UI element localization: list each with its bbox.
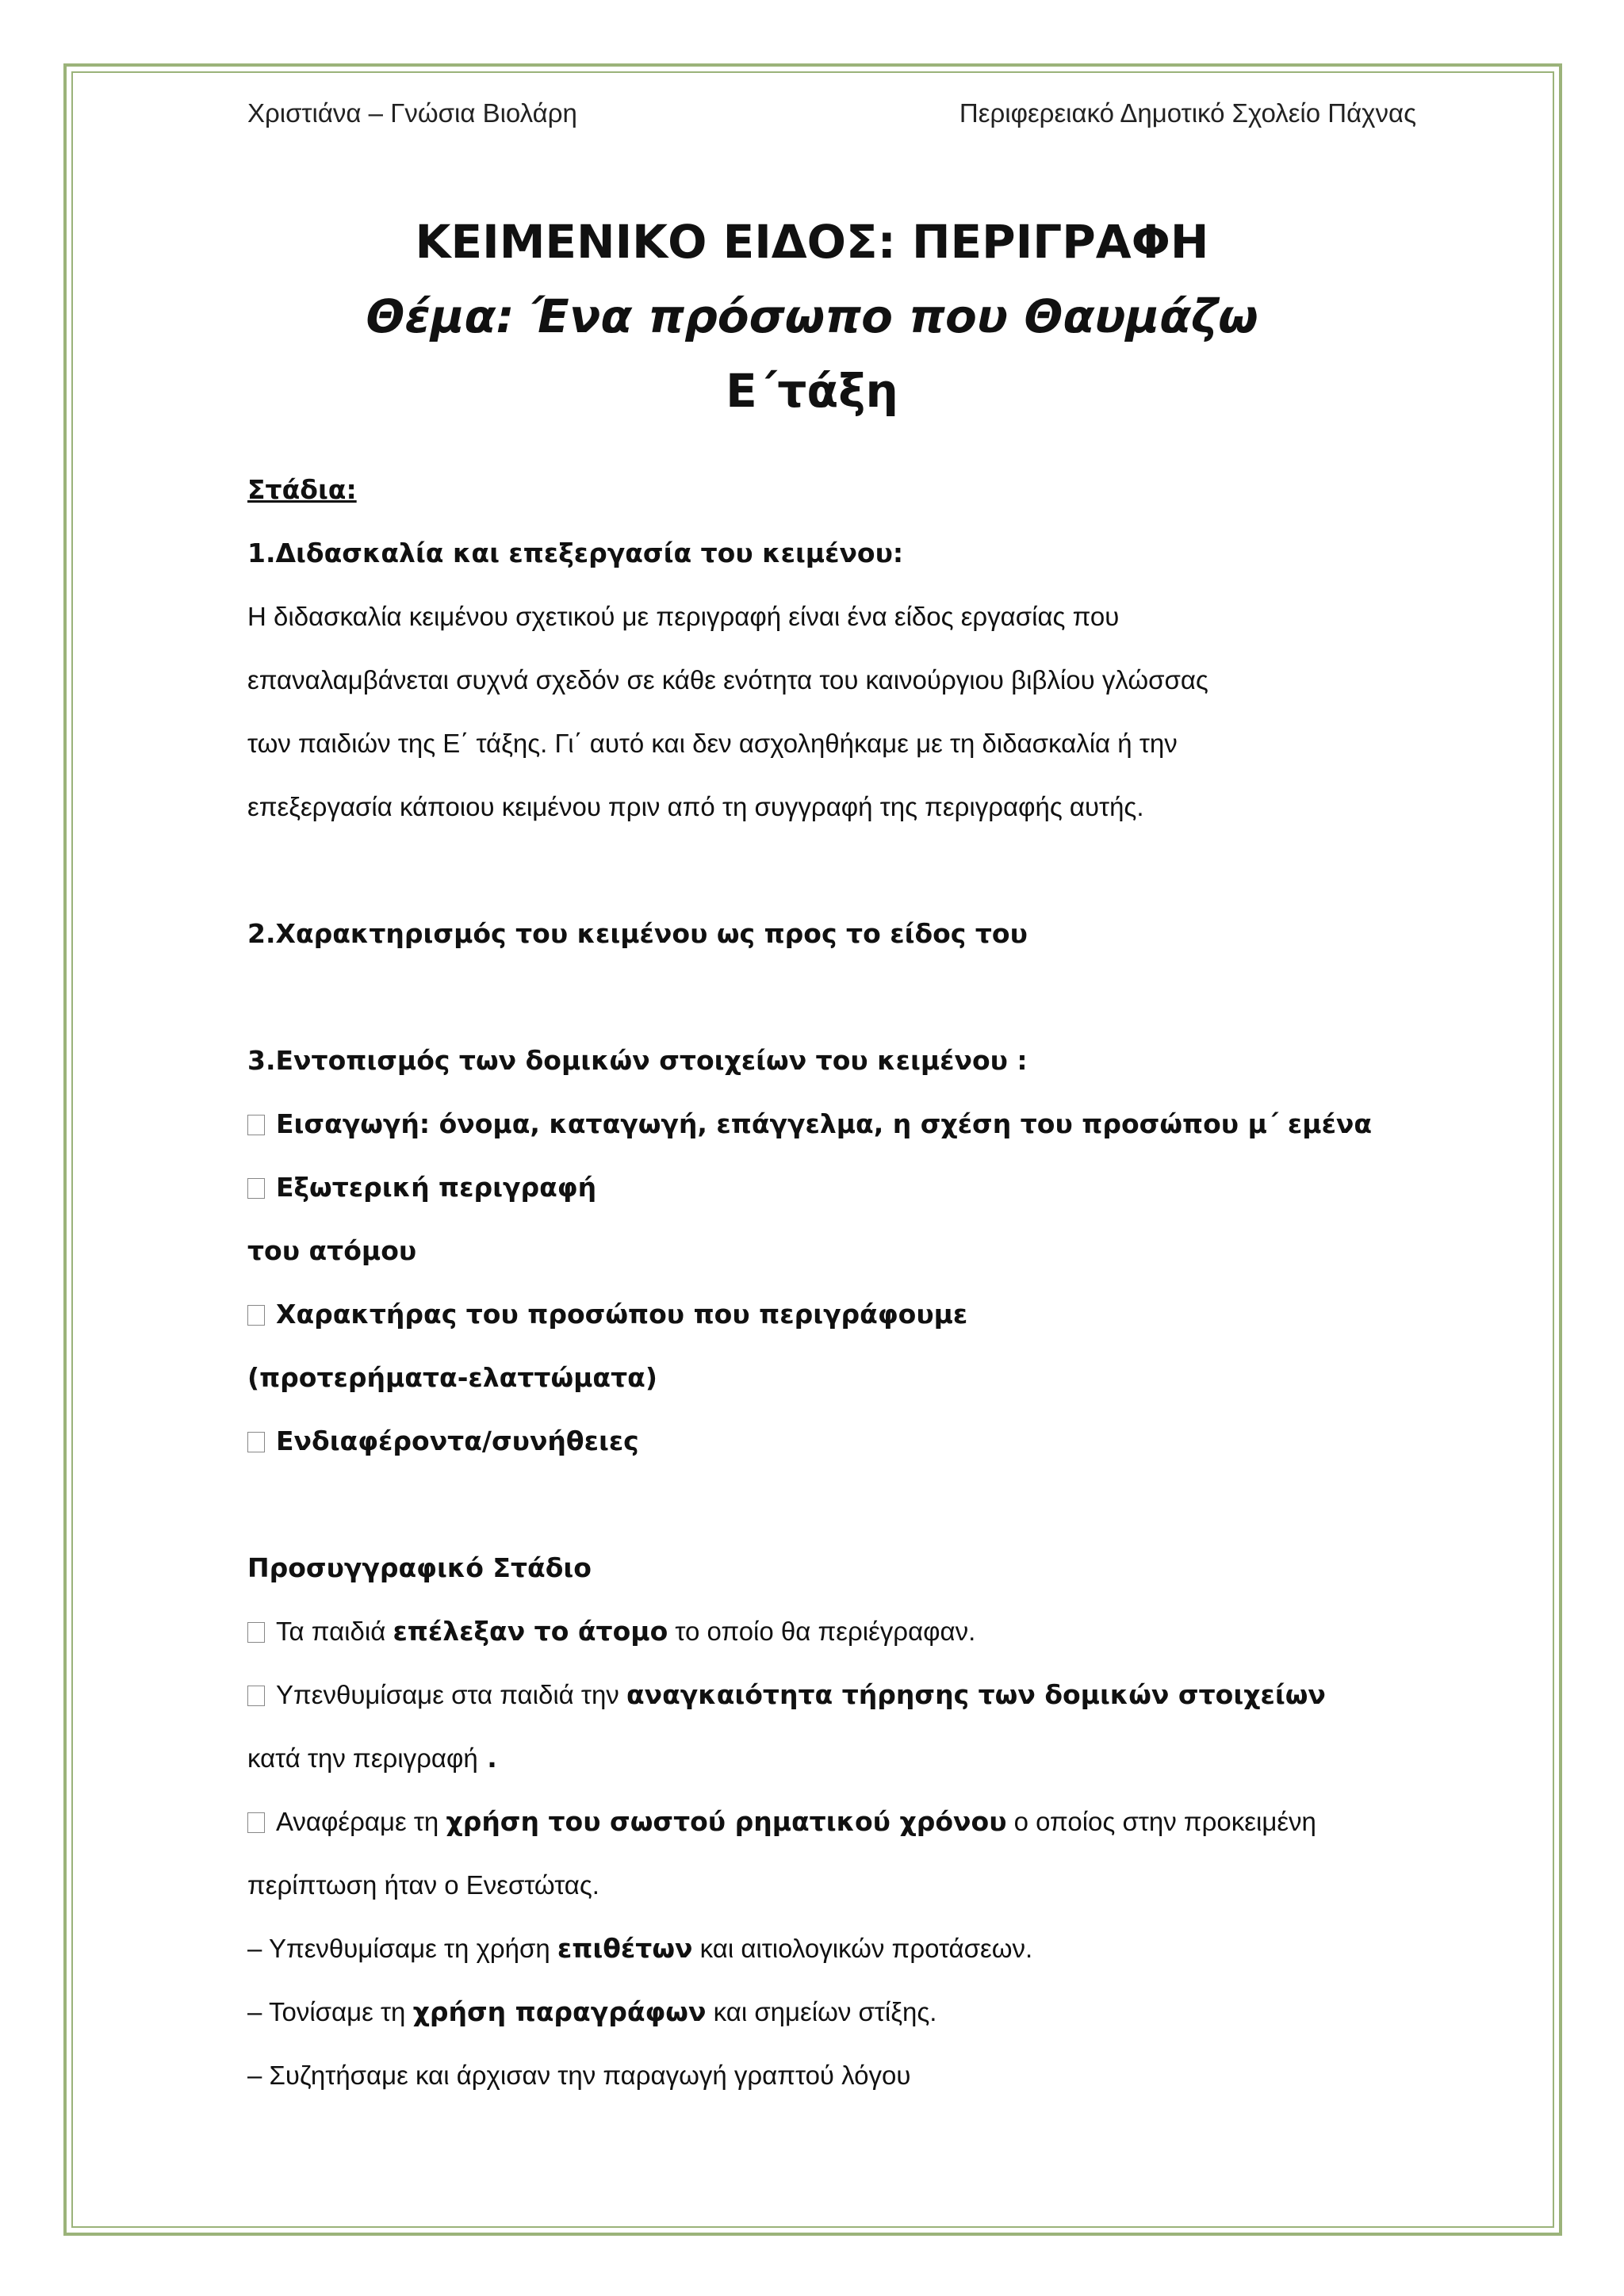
section1-line: επεξεργασία κάποιου κειμένου πριν από τη συγγραφή της περιγραφής αυτής. [247, 792, 1144, 821]
prewriting-item: Υπενθυμίσαμε στα παιδιά την αναγκαιότητα τήρησης των δομικών στοιχείων [247, 1663, 1389, 1727]
title-grade: Ε΄τάξη [726, 364, 898, 418]
section1-heading: 1.Διδασκαλία και επεξεργασία του κειμένου: [247, 538, 904, 568]
section3-heading: 3.Εντοπισμός των δομικών στοιχείων του κειμένου : [247, 1045, 1028, 1076]
prewriting-heading: Προσυγγραφικό Στάδιο [247, 1552, 592, 1583]
structure-item-continuation: (προτερήματα-ελαττώματα) [247, 1362, 657, 1393]
prewriting-item-continuation: κατά την περιγραφή . [247, 1743, 497, 1774]
section1-line: Η διδασκαλία κειμένου σχετικού με περιγραφή είναι ένα είδος εργασίας που [247, 602, 1120, 631]
structure-item [247, 1410, 1389, 1473]
header-author: Χριστιάνα – Γνώσια Βιολάρη [247, 98, 577, 128]
structure-item-text: Ενδιαφέροντα/συνήθειες [276, 1425, 639, 1456]
prewriting-item-continuation: περίπτωση ήταν ο Ενεστώτας. [247, 1870, 599, 1900]
prewriting-dash-item: – Υπενθυμίσαμε τη χρήση επιθέτων και αιτιολογικών προτάσεων. [247, 1933, 1033, 1964]
stages-heading: Στάδια: [247, 474, 357, 505]
bullet-box-icon [247, 1812, 265, 1833]
prewriting-dash-item: – Συζητήσαμε και άρχισαν την παραγωγή γραπτού λόγου [247, 2061, 911, 2090]
section2-heading: 2.Χαρακτηρισμός του κειμένου ως προς το είδος του [247, 918, 1028, 949]
section1-line: επαναλαμβάνεται συχνά σχεδόν σε κάθε ενότητα του καινούργιου βιβλίου γλώσσας [247, 665, 1208, 695]
header-school: Περιφερειακό Δημοτικό Σχολείο Πάχνας [959, 98, 1416, 128]
structure-item-continuation: του ατόμου [247, 1235, 417, 1266]
structure-item [247, 1156, 1389, 1219]
structure-item [247, 1283, 1389, 1346]
title-genre: ΚΕΙΜΕΝΙΚΟ ΕΙΔΟΣ: ΠΕΡΙΓΡΑΦΗ [415, 215, 1209, 269]
document-title [0, 205, 1624, 428]
structure-item-text: Εισαγωγή: όνομα, καταγωγή, επάγγελμα, η σχέση του προσώπου μ΄ εμένα [276, 1108, 1373, 1139]
bullet-box-icon [247, 1305, 265, 1326]
bullet-box-icon [247, 1686, 265, 1706]
bullet-box-icon [247, 1622, 265, 1643]
bullet-box-icon [247, 1178, 265, 1199]
prewriting-dash-item: – Τονίσαμε τη χρήση παραγράφων και σημείων στίξης. [247, 1996, 937, 2027]
structure-item-text: Εξωτερική περιγραφή [276, 1172, 597, 1203]
title-topic: Θέμα: Ένα πρόσωπο που Θαυμάζω [366, 289, 1258, 343]
bullet-box-icon [247, 1432, 265, 1452]
structure-item [247, 1093, 1389, 1156]
prewriting-item: Αναφέραμε τη χρήση του σωστού ρηματικού χρόνου ο οποίος στην προκειμένη [247, 1790, 1389, 1854]
prewriting-item: Τα παιδιά επέλεξαν το άτομο το οποίο θα περιέγραφαν. [247, 1600, 1389, 1663]
document-body [247, 458, 1389, 2107]
structure-item-text: Χαρακτήρας του προσώπου που περιγράφουμε [276, 1299, 968, 1330]
bullet-box-icon [247, 1115, 265, 1135]
section1-line: των παιδιών της Ε΄ τάξης. Γι΄ αυτό και δεν ασχοληθήκαμε με τη διδασκαλία ή την [247, 729, 1178, 758]
